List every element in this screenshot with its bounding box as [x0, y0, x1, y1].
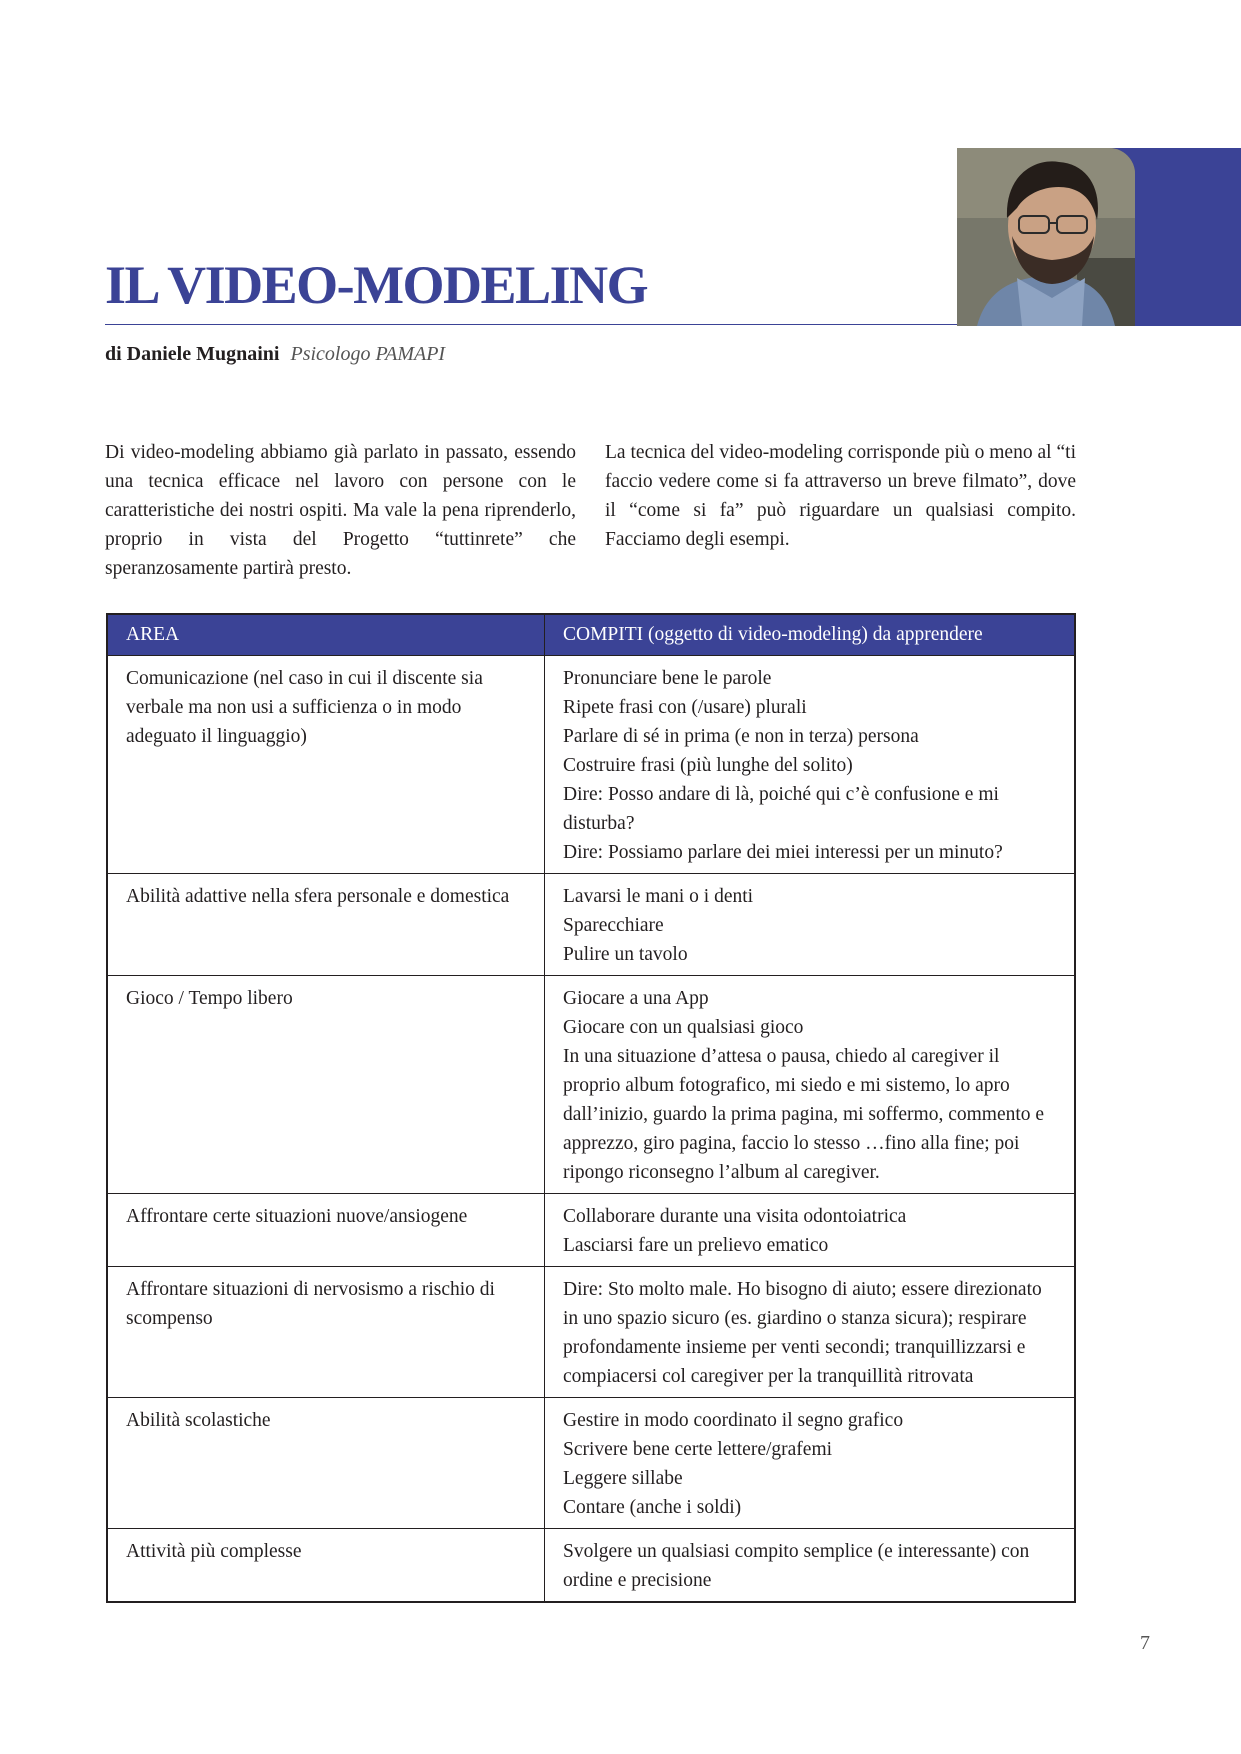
task-item: Pronunciare bene le parole: [563, 668, 772, 689]
task-item: Collaborare durante una visita odontoiatrica: [563, 1206, 907, 1227]
video-modeling-table: [106, 613, 1076, 1603]
intro-paragraph-right: La tecnica del video-modeling corrisponde più o meno al “ti faccio vedere come si fa attraverso un breve filmato”, dove il “come si fa” può riguardare un qualsiasi compito. Facciamo degli esempi.: [605, 442, 1076, 550]
task-item: Dire: Possiamo parlare dei miei interessi per un minuto?: [563, 842, 1003, 863]
task-item: Contare (anche i soldi): [563, 1497, 742, 1518]
task-item: Ripete frasi con (/usare) plurali: [563, 697, 807, 718]
tasks-cell: [545, 874, 1076, 976]
intro-paragraph-left: Di video-modeling abbiamo già parlato in passato, essendo una tecnica efficace nel lavoro con persone con le caratteristiche dei nostri ospiti. Ma vale la pena riprenderlo, proprio in vista del Progetto “tuttinrete” che speranzosamente partirà presto.: [105, 442, 576, 579]
tasks-cell: [545, 1398, 1076, 1529]
tasks-cell: [545, 1194, 1076, 1267]
task-item: Dire: Sto molto male. Ho bisogno di aiuto; essere direzionato in uno spazio sicuro (es. giardino o stanza sicura); respirare profondamente insieme per venti secondi; tranquillizzarsi e compiacersi col caregiver per la tranquillità ritrovata: [563, 1279, 1042, 1387]
table-row: [107, 976, 1075, 1194]
task-item: In una situazione d’attesa o pausa, chiedo al caregiver il proprio album fotografico, mi siedo e mi sistemo, lo apro dall’inizio, guardo la prima pagina, mi soffermo, commento e apprezzo, giro pagina, faccio lo stesso …fino alla fine; poi ripongo riconsegno l’album al caregiver.: [563, 1046, 1045, 1183]
area-cell: Affrontare situazioni di nervosismo a rischio di scompenso: [107, 1267, 545, 1398]
tasks-cell: [545, 976, 1076, 1194]
author-photo: [957, 148, 1135, 326]
task-item: Scrivere bene certe lettere/grafemi: [563, 1439, 833, 1460]
header-tasks: COMPITI (oggetto di video-modeling) da apprendere: [545, 614, 1076, 656]
author-name: di Daniele Mugnaini: [105, 343, 280, 365]
table-row: [107, 874, 1075, 976]
area-cell: Attività più complesse: [107, 1529, 545, 1603]
task-item: Sparecchiare: [563, 915, 664, 936]
tasks-cell: [545, 1267, 1076, 1398]
task-item: Dire: Posso andare di là, poiché qui c’è confusione e mi disturba?: [563, 784, 999, 834]
table-row: [107, 1529, 1075, 1603]
task-item: Gestire in modo coordinato il segno grafico: [563, 1410, 904, 1431]
task-item: Parlare di sé in prima (e non in terza) persona: [563, 726, 919, 747]
area-cell: Comunicazione (nel caso in cui il discente sia verbale ma non usi a sufficienza o in modo adeguato il linguaggio): [107, 656, 545, 874]
tasks-cell: [545, 656, 1076, 874]
task-item: Costruire frasi (più lunghe del solito): [563, 755, 853, 776]
title-divider: [105, 324, 957, 325]
table-header-row: [107, 614, 1075, 656]
table-row: [107, 656, 1075, 874]
author-role: Psicologo PAMAPI: [290, 343, 446, 365]
task-item: Lasciarsi fare un prelievo ematico: [563, 1235, 829, 1256]
area-cell: Affrontare certe situazioni nuove/ansiogene: [107, 1194, 545, 1267]
area-cell: Gioco / Tempo libero: [107, 976, 545, 1194]
table-row: [107, 1194, 1075, 1267]
task-item: Lavarsi le mani o i denti: [563, 886, 754, 907]
byline: [105, 340, 445, 368]
task-item: Giocare con un qualsiasi gioco: [563, 1017, 804, 1038]
task-item: Giocare a una App: [563, 988, 709, 1009]
area-cell: Abilità adattive nella sfera personale e domestica: [107, 874, 545, 976]
table-row: [107, 1398, 1075, 1529]
page-number: 7: [1140, 1632, 1150, 1654]
article-title: IL VIDEO-MODELING: [105, 255, 648, 315]
tasks-cell: [545, 1529, 1076, 1603]
header-area: AREA: [107, 614, 545, 656]
task-item: Leggere sillabe: [563, 1468, 683, 1489]
area-cell: Abilità scolastiche: [107, 1398, 545, 1529]
task-item: Svolgere un qualsiasi compito semplice (e interessante) con ordine e precisione: [563, 1541, 1030, 1591]
task-item: Pulire un tavolo: [563, 944, 688, 965]
table-row: [107, 1267, 1075, 1398]
